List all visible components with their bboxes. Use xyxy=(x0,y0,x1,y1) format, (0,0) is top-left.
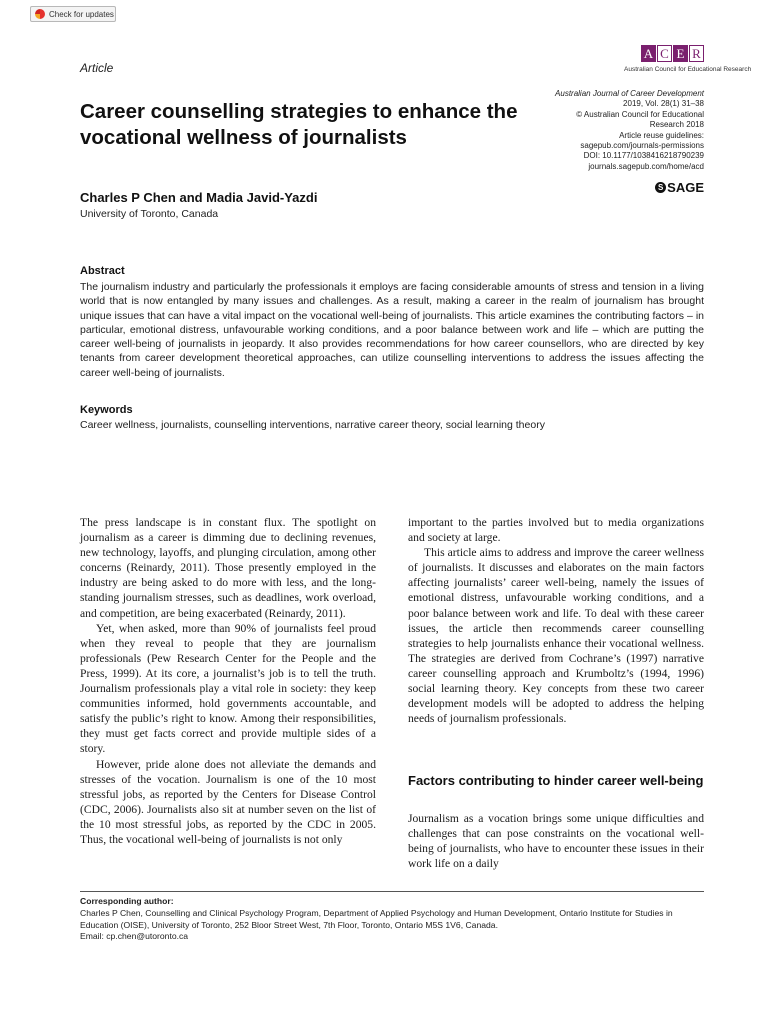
corresponding-author-email[interactable]: Email: cp.chen@utoronto.ca xyxy=(80,931,189,942)
doi-link[interactable]: DOI: 10.1177/1038416218790239 xyxy=(583,151,704,161)
acer-logo-mark xyxy=(640,45,704,62)
sage-logo-mark: S xyxy=(655,182,666,193)
acer-letter: R xyxy=(689,45,704,62)
check-for-updates-icon xyxy=(35,9,45,19)
sage-logo xyxy=(655,180,704,195)
article-title: Career counselling strategies to enhance the vocational wellness of journalists xyxy=(80,100,518,149)
footer-divider xyxy=(80,891,704,892)
publisher-logo-subtitle: Australian Council for Educational Research xyxy=(624,66,752,73)
body-paragraph: However, pride alone does not alleviate the demands and stresses of the vocation. Journalism is one of the 10 most stressful jobs, as reported by the Centers for Disease Control (CDC, 2006). Journalists also sit at number seven on the list of the 10 most stressful jobs, as reported by the CDC in 2005. Thus, the vocational well-being of journalists is not only xyxy=(80,757,376,846)
journal-info xyxy=(524,89,704,172)
keywords-text: Career wellness, journalists, counselling interventions, narrative career theory, social learning theory xyxy=(80,419,545,431)
journal-home-link[interactable]: journals.sagepub.com/home/acd xyxy=(588,161,704,171)
body-paragraph: This article aims to address and improve the career wellness of journalists. It discusses and elaborates on the main factors affecting journalists’ career well-being, namely the issues of emotional distress, unfavourable working conditions, and a poor balance between work and life. To deal with these career issues, the article then recommends career counselling strategies to help journalists enhance their vocational wellness. The strategies are derived from Cochrane’s (1997) narrative career counselling approach and Krumboltz’s (1994, 1996) social learning theory. Key concepts from these two career development models will be adopted to address the helping needs of journalism professionals. xyxy=(408,546,704,726)
article-type-label: Article xyxy=(80,61,114,75)
corresponding-author-heading: Corresponding author: xyxy=(80,896,174,906)
author-names: Charles P Chen and Madia Javid-Yazdi xyxy=(80,190,318,205)
abstract-text: The journalism industry and particularly the professionals it employs are facing considerable amounts of stress and tension in a living world that is now entangled by many issues and challenges. As a result, making a career in the realm of journalism has brought unique issues that can have a vital impact on the vocational well-being of journalists. This article examines the contributing factors – in particular, emotional distress, unfavourable working conditions, and a poor balance between work and life – which are putting the career well-being of journalists in jeopardy. It also provides recommendations for how career counsellors, who are directed by key tenants from career development theoretical approaches, can utilize counselling interventions to address the issues affecting the career well-being of journalists. xyxy=(80,281,704,379)
corresponding-author-address: Charles P Chen, Counselling and Clinical Psychology Program, Department of Applied Psychology and Human Development, Ontario Institute for Studies in Education (OISE), University of Toronto, 252 Bloor Street West, 7th Floor, Toronto, Ontario M5S 1V6, Canada. xyxy=(80,907,673,930)
body-column-left xyxy=(80,515,376,847)
reuse-guidelines-label: Article reuse guidelines: xyxy=(619,130,704,140)
body-paragraph: Yet, when asked, more than 90% of journalists feel proud when they reveal to people that they are journalism professionals (Pew Research Center for the People and the Press, 1999). At its core, a journalist’s job is to tell the truth. Journalism professionals play a vital role in society: they keep communities informed, hold governments accountable, and satisfy the public’s right to know. Among their responsibilities, they must get facts correct and provide multiple sides of a story. xyxy=(80,621,376,756)
acer-letter: C xyxy=(657,45,672,62)
journal-copyright-cont: Research 2018 xyxy=(649,120,704,130)
abstract-heading: Abstract xyxy=(80,265,125,277)
body-paragraph: The press landscape is in constant flux. The spotlight on journalism as a career is dimming due to declining revenues, new technology, layoffs, and plunging circulation, among other concerns (Reinardy, 2011). Those presently employed in the industry are being asked to do more with less, and the long-standing journalism stresses, such as deadlines, work overload, and competition, are being exacerbated (Reinardy, 2011). xyxy=(80,516,376,620)
section-heading: Factors contributing to hinder career well-being xyxy=(408,773,704,788)
corresponding-author-footer xyxy=(80,896,704,943)
body-column-right-section xyxy=(408,811,704,871)
check-for-updates-button[interactable] xyxy=(30,6,116,22)
keywords-heading: Keywords xyxy=(80,404,133,416)
check-for-updates-label: Check for updates xyxy=(49,9,114,19)
acer-letter: E xyxy=(673,45,688,62)
sage-logo-text: SAGE xyxy=(667,180,704,195)
author-affiliation: University of Toronto, Canada xyxy=(80,208,219,220)
body-paragraph: important to the parties involved but to media organizations and society at large. xyxy=(408,516,704,545)
body-column-right xyxy=(408,515,704,726)
journal-volume: 2019, Vol. 28(1) 31–38 xyxy=(623,99,704,109)
permissions-link[interactable]: sagepub.com/journals-permissions xyxy=(580,141,704,151)
publisher-logo xyxy=(624,45,752,73)
body-paragraph: Journalism as a vocation brings some unique difficulties and challenges that can pose constraints on the vocational well-being of journalists, who have to encounter these issues in their work life on a daily xyxy=(408,812,704,871)
acer-letter: A xyxy=(641,45,656,62)
journal-name: Australian Journal of Career Development xyxy=(555,89,704,98)
journal-copyright: © Australian Council for Educational xyxy=(576,109,704,119)
